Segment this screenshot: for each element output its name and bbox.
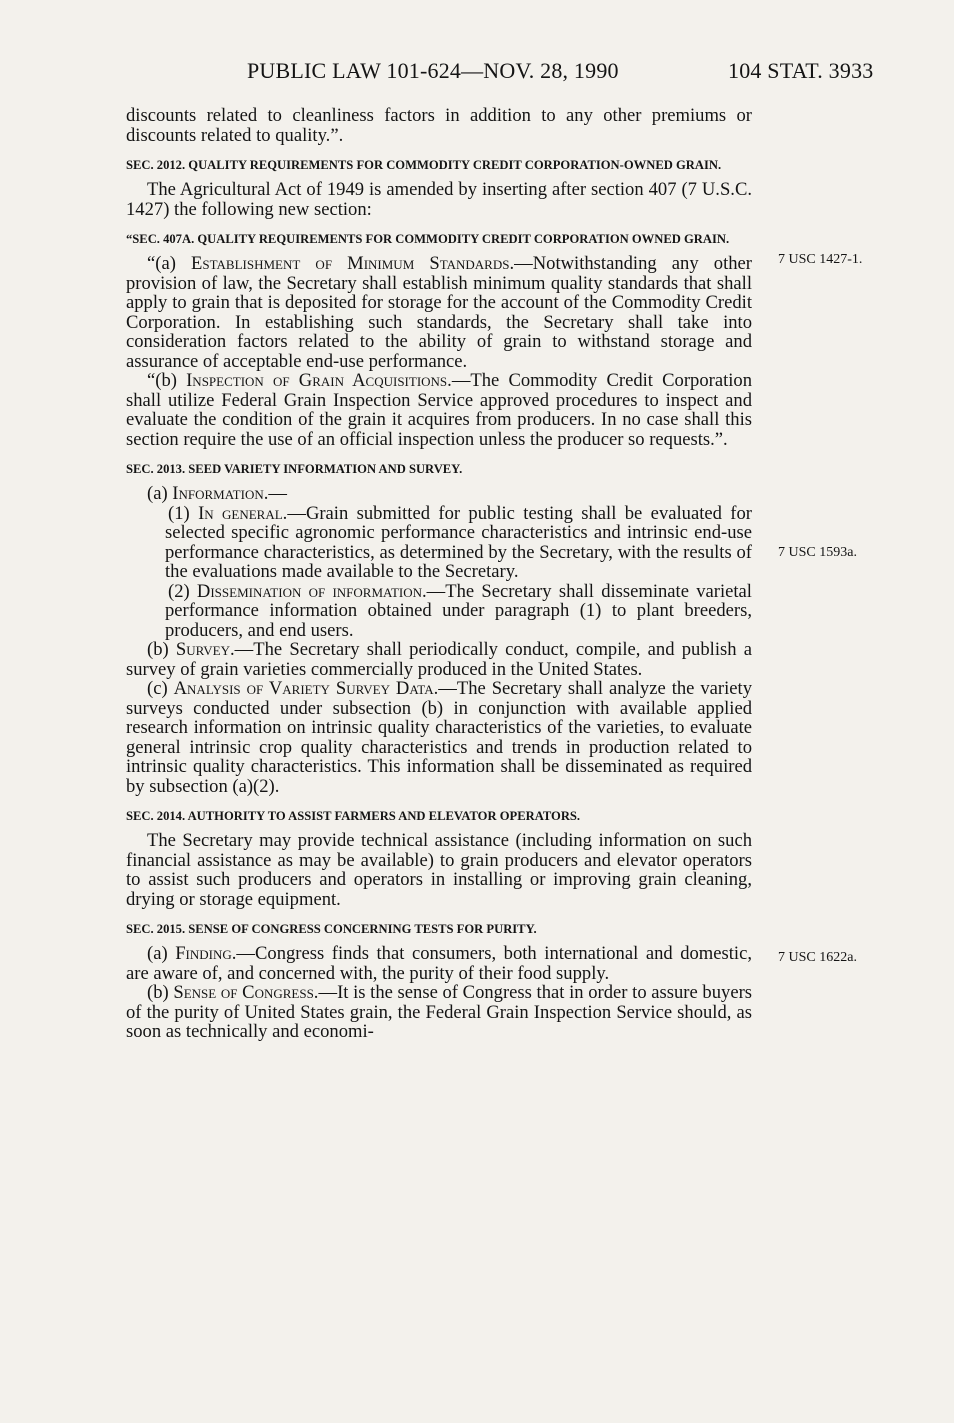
subsection-2013-b (126, 640, 752, 679)
paragraph-label: (2) (168, 580, 197, 602)
margin-note-citation: 7 USC 1622a. (778, 950, 857, 965)
subsection-label: (a) (147, 483, 173, 504)
section-heading-2014: SEC. 2014. AUTHORITY TO ASSIST FARMERS AND ELEVATOR OPERATORS. (126, 809, 581, 823)
subsection-label: (c) (147, 678, 174, 699)
subsection-text: —The Commodity Credit Corporation shall utilize Federal Grain Inspection Service approved procedures to inspect and evaluate the condition of the grain it acquires from producers. In no case shall this section require the use of an official inspection unless the producer so requests.”. (126, 370, 752, 450)
subsection-2013-a (126, 484, 752, 504)
paragraph-title: Dissemination of information. (196, 580, 427, 602)
subsection-title: Inspection of Grain Acquisitions. (186, 370, 452, 391)
subsection-title: Sense of Congress. (173, 982, 319, 1003)
paragraph-2013-a2 (165, 582, 752, 641)
subsection-label: “(a) (147, 253, 192, 274)
subsection-label: (b) (147, 982, 174, 1003)
subsection-label: “(b) (147, 370, 187, 391)
subsection-text: —It is the sense of Congress that in order to assure buyers of the purity of United States grain, the Federal Grain Inspection Service should, as soon as technically and economi- (126, 982, 753, 1042)
subsection-title: Information. (172, 483, 269, 504)
subsection-2015-b (126, 983, 752, 1042)
paragraph-2013-a1 (165, 504, 752, 582)
subsection-text: —The Secretary shall periodically conduct, compile, and publish a survey of grain varieties commercially produced in the United States. (126, 639, 752, 680)
paragraph-text: —Grain submitted for public testing shall be evaluated for selected specific agronomic performance characteristics and intrinsic end-use performance characteristics, as determined by the Secretary, with the results of the evaluations made available to the Secretary. (165, 502, 752, 582)
subsection-2015-a (126, 944, 752, 983)
paragraph-label: (1) (168, 502, 199, 524)
subsection-407a-b (126, 371, 752, 449)
subsection-label: (b) (147, 639, 176, 660)
section-heading-2012: SEC. 2012. QUALITY REQUIREMENTS FOR COMMODITY CREDIT CORPORATION-OWNED GRAIN. (126, 158, 722, 172)
subsection-label: (a) (147, 943, 176, 964)
subsection-text: —Congress finds that consumers, both international and domestic, are aware of, and concerned with, the purity of their food supply. (126, 943, 752, 984)
paragraph-title: In general. (198, 502, 288, 524)
subsection-title: Finding. (175, 943, 237, 964)
subsection-text: — (268, 483, 287, 504)
section-heading-2013: SEC. 2013. SEED VARIETY INFORMATION AND SURVEY. (126, 462, 463, 476)
subsection-text: —The Secretary shall analyze the variety surveys conducted under subsection (b) in conjunction with available applied research information on intrinsic quality characteristics of the varieties, to evaluate general intrinsic crop quality characteristics and trends in production related to intrinsic quality characteristics. This information shall be disseminated as required by subsection (a)(2). (126, 678, 752, 797)
subsection-407a-a (126, 254, 752, 371)
paragraph: The Agricultural Act of 1949 is amended by inserting after section 407 (7 U.S.C. 1427) the following new section: (126, 179, 752, 220)
subsection-2013-c (126, 679, 752, 796)
running-header-stat: 104 STAT. 3933 (728, 58, 874, 83)
subsection-title: Survey. (175, 639, 235, 660)
paragraph-text: —The Secretary shall disseminate varietal performance information obtained under paragraph (1) to plant breeders, producers, and end users. (165, 580, 752, 641)
margin-note-citation: 7 USC 1593a. (778, 545, 857, 560)
subsection-title: Establishment of Minimum Standards. (191, 253, 515, 274)
continued-paragraph: discounts related to cleanliness factors in addition to any other premiums or discounts related to quality.”. (126, 105, 752, 146)
paragraph: The Secretary may provide technical assistance (including information on such financial assistance as may be available) to grain producers and elevator operators to assist such producers and operators in installing or improving grain cleaning, drying or storage equipment. (126, 830, 752, 910)
document-body (126, 106, 752, 1042)
subsection-title: Analysis of Variety Survey Data. (173, 678, 439, 699)
margin-note-citation: 7 USC 1427-1. (778, 252, 863, 267)
subsection-text: —Notwithstanding any other provision of law, the Secretary shall establish minimum quality standards that shall apply to grain that is deposited for storage for the account of the Commodity Credit Corporation. In establishing such standards, the Secretary shall take into consideration factors related to the ability of grain to withstand storage and assurance of acceptable end-use performance. (126, 253, 752, 372)
section-heading-2015: SEC. 2015. SENSE OF CONGRESS CONCERNING TESTS FOR PURITY. (126, 922, 537, 936)
section-heading-407a: “SEC. 407A. QUALITY REQUIREMENTS FOR COMMODITY CREDIT CORPORATION OWNED GRAIN. (126, 232, 730, 246)
running-header-title: PUBLIC LAW 101-624—NOV. 28, 1990 (247, 58, 619, 83)
